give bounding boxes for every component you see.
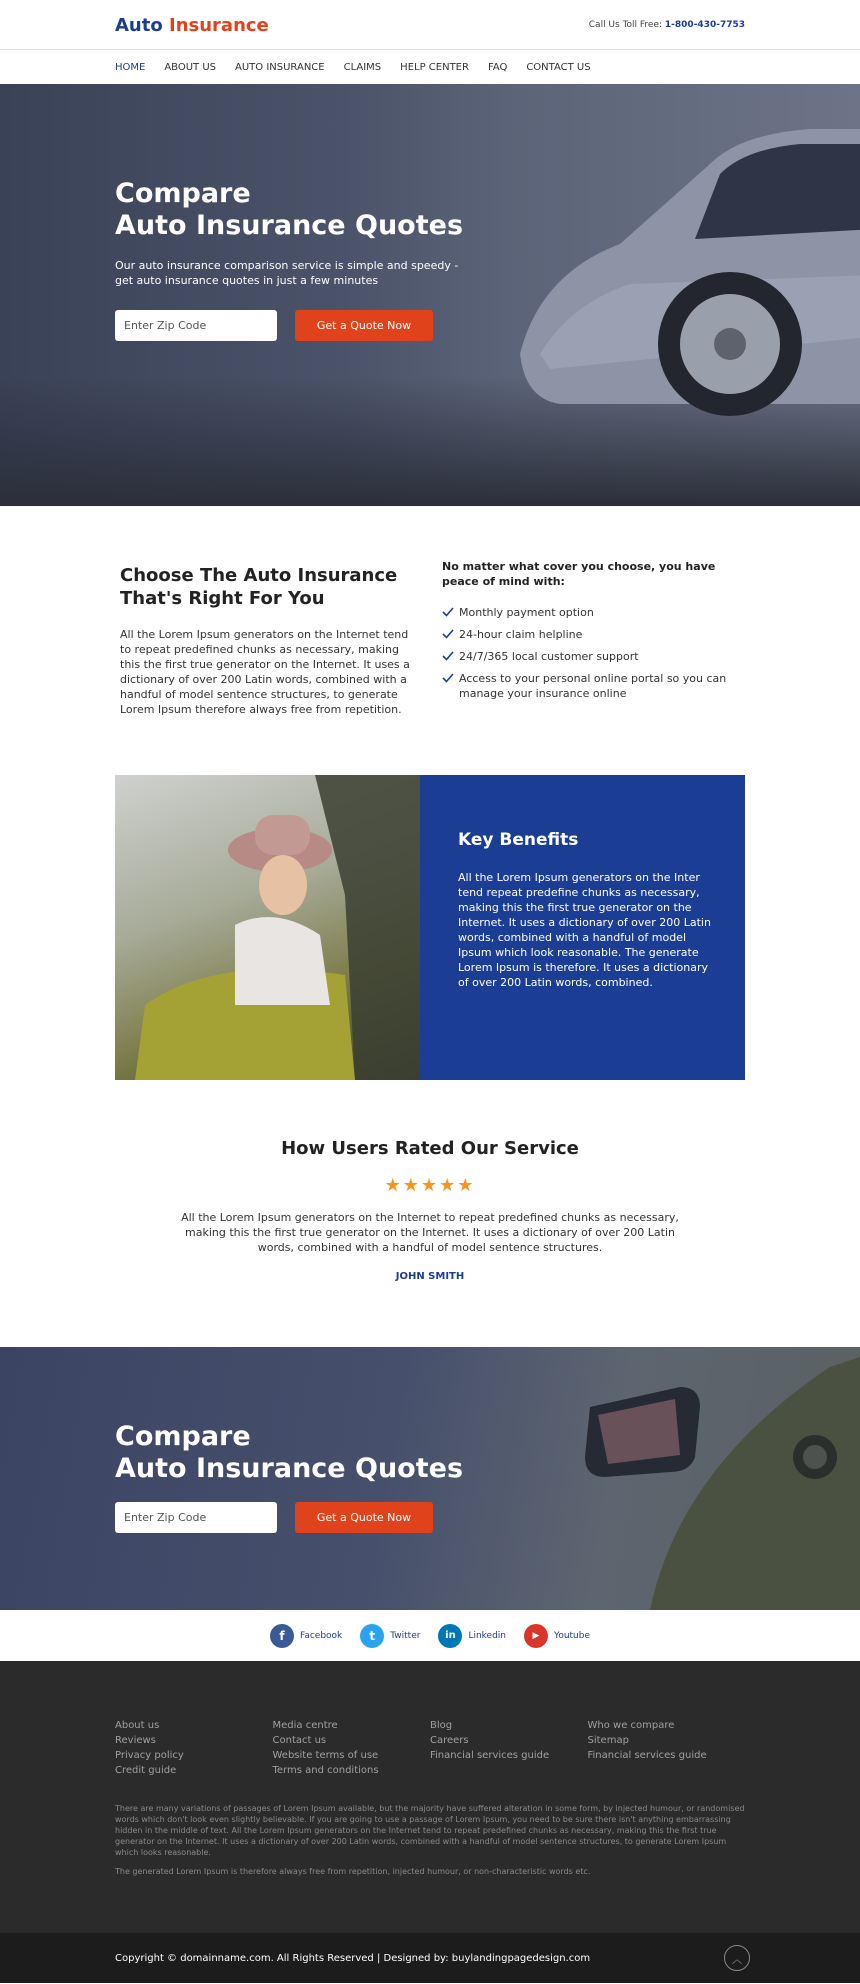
- footer-link[interactable]: Reviews: [115, 1735, 156, 1746]
- linkedin-icon: in: [438, 1624, 462, 1648]
- list-item: 24-hour claim helpline: [442, 627, 740, 642]
- zip-code-input[interactable]: [115, 310, 277, 341]
- woman-in-car-image: [115, 775, 420, 1080]
- list-item: Monthly payment option: [442, 605, 740, 620]
- nav-auto-insurance[interactable]: AUTO INSURANCE: [235, 61, 325, 73]
- testimonial-quote: All the Lorem Ipsum generators on the Internet to repeat predefined chunks as necessary, making this the first true generator on the Internet. It uses a dictionary of over 200 Latin words, combined with a handful of model sentence structures.: [181, 1211, 679, 1254]
- nav-claims[interactable]: CLAIMS: [343, 61, 382, 73]
- footer-link[interactable]: Media centre: [272, 1720, 338, 1731]
- nav-help-center[interactable]: HELP CENTER: [400, 61, 469, 73]
- footer-column: [430, 1718, 588, 1778]
- hero-title: Compare Auto Insurance Quotes: [115, 178, 464, 241]
- checkmark-icon: [442, 606, 454, 618]
- car-image: [480, 104, 860, 444]
- footer-column: [115, 1718, 273, 1778]
- facebook-icon: f: [270, 1624, 294, 1648]
- car-mirror-image: [530, 1347, 860, 1610]
- main-nav: [0, 50, 860, 84]
- footer-link[interactable]: Contact us: [272, 1735, 327, 1746]
- social-facebook[interactable]: f Facebook: [270, 1624, 342, 1648]
- footer-link[interactable]: Careers: [430, 1735, 469, 1746]
- footer-link[interactable]: Who we compare: [587, 1720, 675, 1731]
- get-quote-button[interactable]: Get a Quote Now: [295, 310, 433, 341]
- header: [0, 0, 860, 50]
- feature-list: [442, 605, 740, 701]
- footer-disclaimer: There are many variations of passages of Lorem Ipsum available, but the majority have suffered alteration in some form, by injected humour, or randomised words which don't look even slightly believable. If you are going to use a passage of Lorem Ipsum, you need to be sure there isn't anything embarrassing hidden in the middle of text. All the Lorem Ipsum generators on the Internet tend to repeat predefined chunks as necessary, making this the first true generator on the Internet. It uses a dictionary of over 200 Latin words, combined with a handful of model sentence structures, to generate Lorem Ipsum which looks reasonable.: [115, 1804, 745, 1857]
- checkmark-icon: [442, 628, 454, 640]
- hero-section: [0, 84, 860, 506]
- social-linkedin[interactable]: in Linkedin: [438, 1624, 506, 1648]
- get-quote-button-bottom[interactable]: Get a Quote Now: [295, 1502, 433, 1533]
- phone-number[interactable]: 1-800-430-7753: [664, 20, 745, 30]
- twitter-icon: t: [360, 1624, 384, 1648]
- choose-title: Choose The Auto Insurance That's Right For You: [120, 565, 398, 609]
- star-rating: ★★★★★: [384, 1175, 476, 1196]
- benefits-body: All the Lorem Ipsum generators on the Inter tend repeat predefine chunks as necessary, making this the first true generator on the Internet. It uses a dictionary of over 200 Latin words, combined with a handful of model Ipsum which look reasonable. The generate Lorem Ipsum is therefore. It uses a dictionary of over 200 Latin words, combined.: [458, 871, 711, 989]
- footer-disclaimer-2: The generated Lorem Ipsum is therefore always free from repetition, injected humour, or non-characteristic words etc.: [115, 1867, 591, 1876]
- footer-link[interactable]: Financial services guide: [587, 1750, 707, 1761]
- rating-section: [0, 1080, 860, 1347]
- zip-code-input-bottom[interactable]: [115, 1502, 277, 1533]
- nav-contact-us[interactable]: CONTACT US: [526, 61, 591, 73]
- checkmark-icon: [442, 650, 454, 662]
- benefits-section: [0, 775, 860, 1080]
- hero-subtitle: Our auto insurance comparison service is simple and speedy - get auto insurance quotes in just a few minutes: [115, 259, 459, 287]
- footer-link[interactable]: Website terms of use: [272, 1750, 379, 1761]
- social-twitter[interactable]: t Twitter: [360, 1624, 420, 1648]
- choose-section: [0, 506, 860, 775]
- footer-column: [273, 1718, 431, 1778]
- footer-link[interactable]: Credit guide: [115, 1765, 177, 1776]
- toll-free: Call Us Toll Free: 1-800-430-7753: [588, 20, 745, 30]
- footer-link[interactable]: Financial services guide: [430, 1750, 550, 1761]
- list-item: Access to your personal online portal so you can manage your insurance online: [442, 671, 740, 701]
- nav-home[interactable]: HOME: [115, 61, 146, 73]
- footer-link[interactable]: Sitemap: [587, 1735, 629, 1746]
- footer-link[interactable]: About us: [115, 1720, 160, 1731]
- hero-content: [115, 178, 475, 341]
- footer-link[interactable]: Terms and conditions: [272, 1765, 379, 1776]
- nav-faq[interactable]: FAQ: [487, 61, 508, 73]
- list-item: 24/7/365 local customer support: [442, 649, 740, 664]
- nav-about-us[interactable]: ABOUT US: [164, 61, 217, 73]
- footer-link[interactable]: Blog: [430, 1720, 453, 1731]
- quote-form-bottom: [115, 1502, 463, 1533]
- testimonial-author: JOHN SMITH: [395, 1271, 465, 1282]
- youtube-icon: ▶: [524, 1624, 548, 1648]
- social-youtube[interactable]: ▶ Youtube: [524, 1624, 590, 1648]
- peace-of-mind-title: No matter what cover you choose, you have peace of mind with:: [442, 560, 716, 588]
- benefits-panel: [420, 775, 745, 1080]
- footer-link[interactable]: Privacy policy: [115, 1750, 184, 1761]
- benefits-title: Key Benefits: [458, 830, 579, 850]
- cta-section: [0, 1347, 860, 1610]
- bottom-bar: [0, 1933, 860, 1983]
- checkmark-icon: [442, 672, 454, 684]
- footer-links: [115, 1718, 745, 1778]
- cta-title: Compare Auto Insurance Quotes: [115, 1421, 464, 1484]
- woman-in-car-illustration: [115, 775, 420, 1080]
- choose-body: All the Lorem Ipsum generators on the Internet tend to repeat predefined chunks as necessary, making this the first true generator on the Internet. It uses a dictionary of over 200 Latin words, combined with a handful of model sentence structures, to generate Lorem Ipsum therefore always free from repetition.: [120, 628, 410, 716]
- footer: [0, 1661, 860, 1933]
- rating-title: How Users Rated Our Service: [281, 1138, 579, 1159]
- cta-content: [115, 1421, 463, 1533]
- footer-column: [588, 1718, 746, 1778]
- logo[interactable]: Auto Insurance: [115, 14, 269, 36]
- quote-form: [115, 310, 475, 341]
- social-bar: [0, 1610, 860, 1661]
- scroll-to-top-icon[interactable]: ︿: [724, 1945, 750, 1971]
- copyright: Copyright © domainname.com. All Rights Reserved | Designed by: buylandingpagedesign.com: [115, 1952, 591, 1964]
